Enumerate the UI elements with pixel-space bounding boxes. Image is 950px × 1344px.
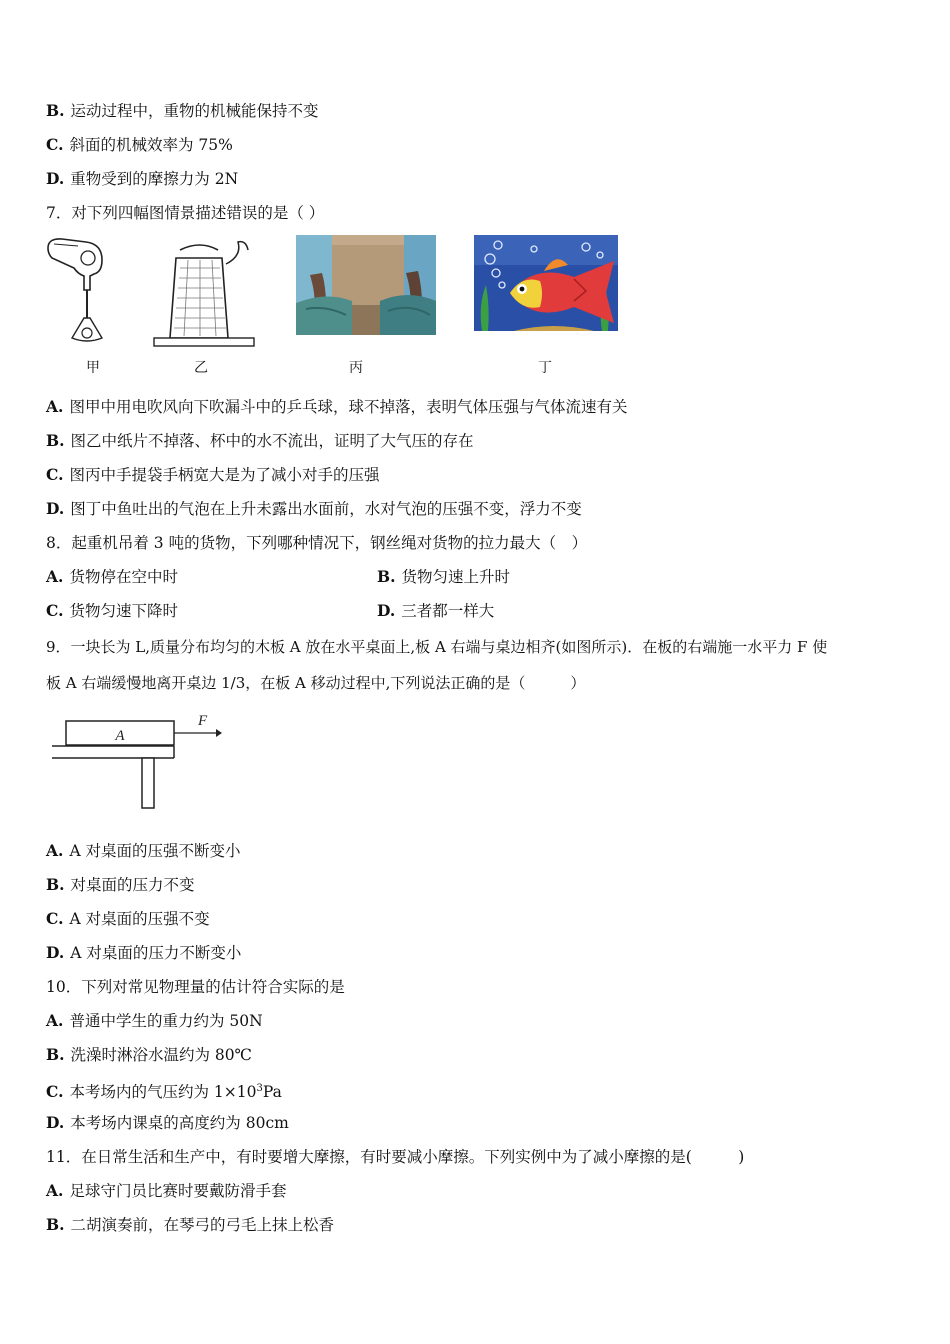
q10-option-c: [46, 1079, 282, 1102]
q8-option-c: [46, 602, 178, 620]
q9-option-a: [46, 841, 241, 861]
board-label: A: [115, 728, 125, 744]
option-text: A 对桌面的压强不变: [69, 910, 210, 928]
option-text: 斜面的机械效率为 75%: [69, 136, 233, 154]
q7-option-b: [46, 431, 474, 451]
q7-option-d: [46, 499, 582, 519]
option-label: A.: [46, 397, 64, 416]
option-label: D.: [46, 1113, 65, 1132]
option-label: C.: [46, 601, 64, 620]
q9-option-b: [46, 875, 195, 895]
q11-option-b: [46, 1215, 334, 1235]
option-label: D.: [46, 943, 65, 962]
option-text: 本考场内的气压约为 1×10: [69, 1083, 257, 1102]
option-label: B.: [377, 567, 396, 586]
q7-option-a: [46, 397, 627, 417]
q9-option-d: [46, 943, 241, 963]
force-label: F: [198, 713, 208, 729]
fish-bubbles-painting: [474, 235, 618, 331]
option-label: A.: [46, 567, 64, 586]
option-text: 二胡演奏前，在琴弓的弓毛上抹上松香: [70, 1216, 335, 1234]
option-text: 三者都一样大: [401, 602, 495, 620]
option-text: 图乙中纸片不掉落、杯中的水不流出，证明了大气压的存在: [70, 432, 474, 450]
q9-option-c: [46, 909, 210, 929]
option-label: A.: [46, 1011, 64, 1030]
option-text: 普通中学生的重力约为 50N: [69, 1012, 263, 1030]
option-label: A.: [46, 1181, 64, 1200]
figure-caption-jia: 甲: [86, 360, 100, 376]
q8-option-a: [46, 568, 178, 586]
figure-caption-bing: 丙: [349, 360, 363, 376]
q11-option-a: [46, 1181, 286, 1201]
q7-stem: 7．对下列四幅图情景描述错误的是（ ）: [46, 204, 325, 222]
option-label: C.: [46, 1082, 64, 1102]
hand-bag-photo: [296, 235, 436, 335]
water-glass-paper-figure: [150, 234, 260, 350]
option-text: 本考场内课桌的高度约为 80cm: [70, 1114, 289, 1132]
q9-stem-line1: 9．一块长为 L,质量分布均匀的木板 A 放在水平桌面上,板 A 右端与桌边相齐(如图所示)．在板的右端施一水平力 F 使: [46, 638, 828, 656]
option-label: B.: [46, 101, 65, 120]
q10-option-b: [46, 1045, 252, 1065]
q10-stem: 10．下列对常见物理量的估计符合实际的是: [46, 978, 345, 996]
option-label: D.: [46, 169, 65, 188]
option-label: B.: [46, 431, 65, 450]
option-text: 货物匀速下降时: [69, 602, 178, 620]
option-label: B.: [46, 1215, 65, 1234]
figure-caption-yi: 乙: [194, 360, 208, 376]
q6-option-b: [46, 101, 319, 121]
q6-option-d: [46, 169, 238, 189]
option-label: D.: [46, 499, 65, 518]
option-text: 货物匀速上升时: [401, 568, 511, 586]
option-label: D.: [377, 601, 396, 620]
option-text: 图丁中鱼吐出的气泡在上升未露出水面前，水对气泡的压强不变，浮力不变: [70, 500, 582, 518]
hairdryer-funnel-figure: [44, 234, 124, 350]
option-text: 图甲中用电吹风向下吹漏斗中的乒乓球，球不掉落，表明气体压强与气体流速有关: [69, 398, 628, 416]
q9-stem-line2: 板 A 右端缓慢地离开桌边 1/3，在板 A 移动过程中,下列说法正确的是（ ）: [46, 674, 586, 692]
option-text: 图丙中手提袋手柄宽大是为了减小对手的压强: [69, 466, 380, 484]
unit-text: Pa: [262, 1083, 282, 1102]
option-label: B.: [46, 875, 65, 894]
option-text: 重物受到的摩擦力为 2N: [70, 170, 239, 188]
option-label: C.: [46, 135, 64, 154]
option-text: 洗澡时淋浴水温约为 80℃: [70, 1046, 252, 1064]
option-text: 足球守门员比赛时要戴防滑手套: [69, 1182, 287, 1200]
q10-option-d: [46, 1113, 289, 1133]
option-label: A.: [46, 841, 64, 860]
q8-option-b: [377, 567, 510, 587]
option-label: C.: [46, 465, 64, 484]
option-label: B.: [46, 1045, 65, 1064]
exponent: 3: [256, 1083, 263, 1094]
figure-caption-ding: 丁: [538, 360, 552, 376]
option-label: C.: [46, 909, 64, 928]
q11-stem: 11．在日常生活和生产中，有时要增大摩擦，有时要减小摩擦。下列实例中为了减小摩擦的是( ): [46, 1148, 745, 1166]
option-text: 运动过程中，重物的机械能保持不变: [70, 102, 319, 120]
option-text: 货物停在空中时: [69, 568, 178, 586]
option-text: 对桌面的压力不变: [70, 876, 195, 894]
q8-stem: 8．起重机吊着 3 吨的货物，下列哪种情况下，钢丝绳对货物的拉力最大（ ）: [46, 534, 588, 552]
board-on-table-figure: [50, 705, 230, 811]
q8-option-d: [377, 601, 494, 621]
q8-options-row2: [46, 601, 906, 621]
option-text: A 对桌面的压力不断变小: [70, 944, 242, 962]
q8-options-row1: [46, 567, 906, 587]
q10-option-a: [46, 1011, 263, 1031]
q7-option-c: [46, 465, 379, 485]
q6-option-c: [46, 135, 233, 155]
option-text: A 对桌面的压强不断变小: [69, 842, 241, 860]
